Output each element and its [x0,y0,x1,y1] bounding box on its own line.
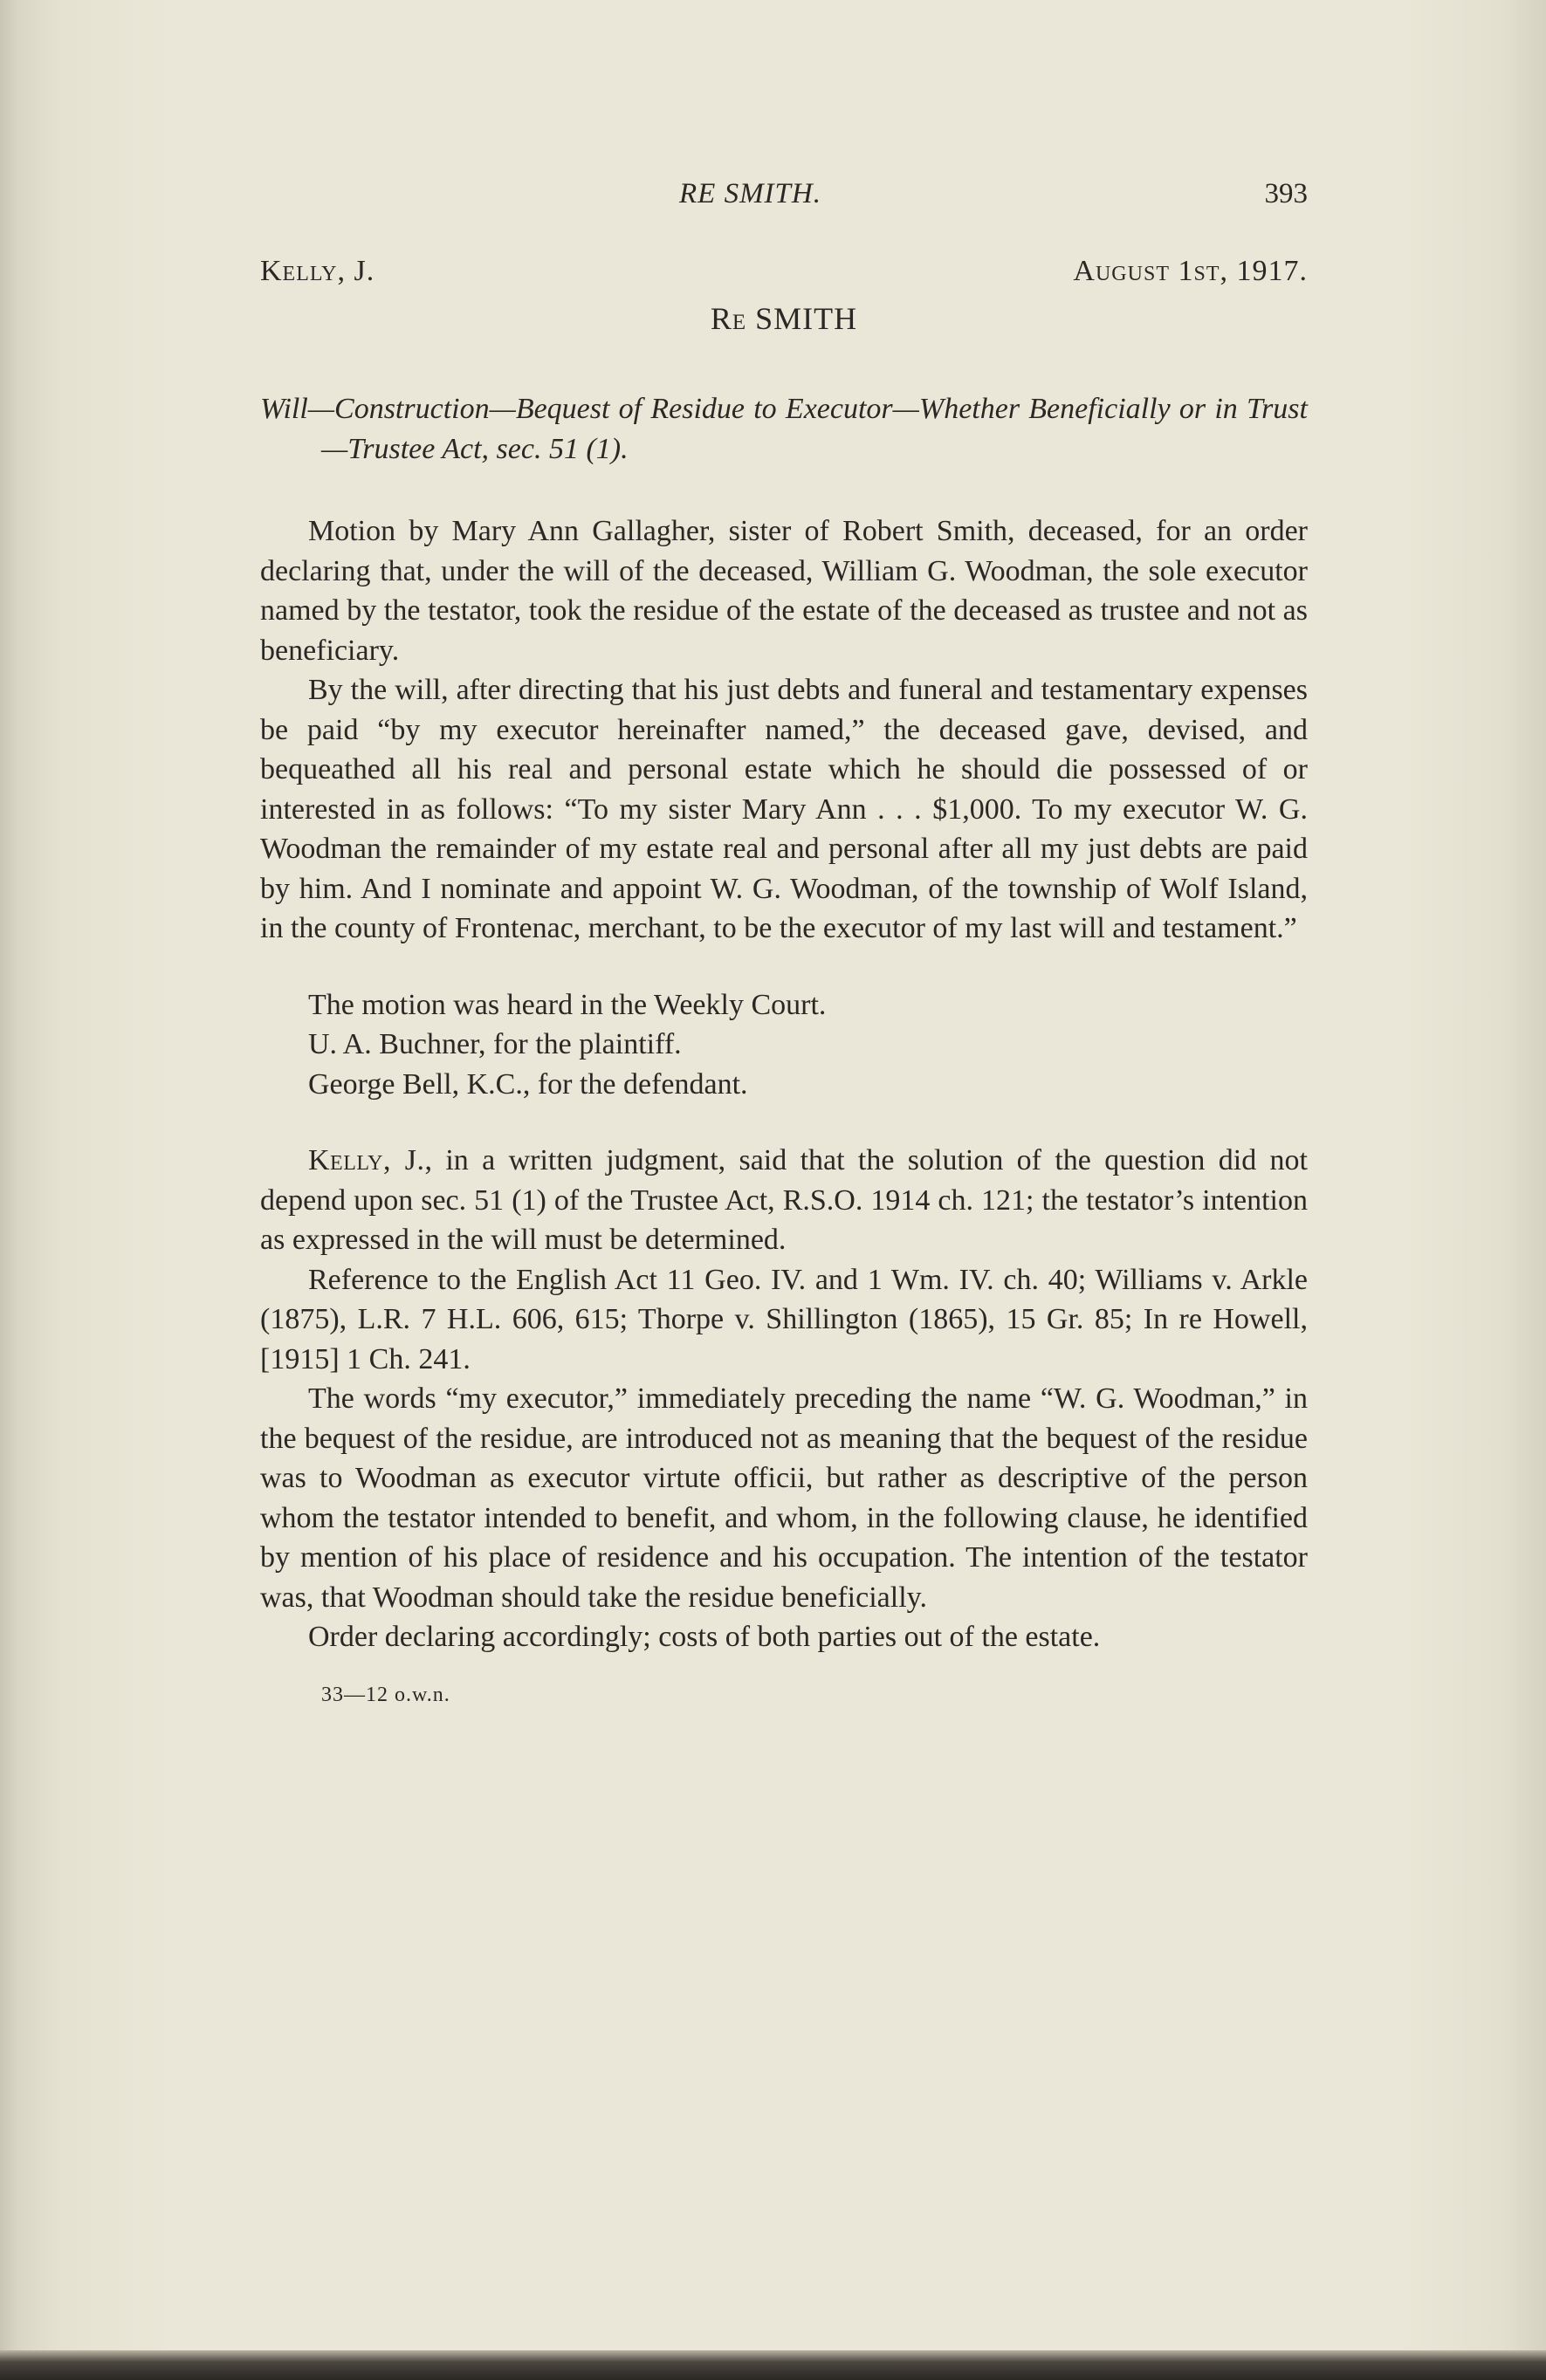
hearing-line: The motion was heard in the Weekly Court. [308,988,827,1021]
headnote: Will—Construction—Bequest of Residue to Executor—Whether Beneficially or in Trust—Trustee Act, sec. 51 (1). [260,393,1308,465]
paragraph-order: Order declaring accordingly; costs of both parties out of the estate. [308,1621,1101,1653]
judgment-text: , in a written judgment, said that the solution of the question did not depend upon sec. 51 (1) of the Trustee Act, R.S.O. 1914 ch. 121; the testator’s intention as expressed in the will must be determined. [260,1144,1308,1256]
page-number: 393 [1264,178,1308,209]
paragraph-reasoning: The words “my executor,” immediately preceding the name “W. G. Woodman,” in the bequest of the residue, are introduced not as meaning that the bequest of the residue was to Woodman as executor virtute officii, but rather as descriptive of the person whom the testator intended to benefit, and whom, in the following clause, he identified by mention of his place of residence and his occupation. The intention of the testator was, that Woodman should take the residue beneficially. [260,1382,1308,1614]
text-block [260,166,1308,1707]
judge-date-line [260,255,1308,298]
running-title: RE SMITH. [679,178,821,209]
judgment-date: August 1st, 1917. [1073,255,1308,287]
case-title: Re SMITH [710,301,858,336]
page-bottom-edge [0,2350,1546,2380]
paragraph-references: Reference to the English Act 11 Geo. IV. and 1 Wm. IV. ch. 40; Williams v. Arkle (1875), L.R. 7 H.L. 606, 615; Thorpe v. Shillington (1865), 15 Gr. 85; In re Howell, [1915] 1 Ch. 241. [260,1263,1308,1375]
paragraph-judgment [260,1141,1308,1260]
counsel-defendant: George Bell, K.C., for the defendant. [308,1067,748,1101]
paragraph-motion: Motion by Mary Ann Gallagher, sister of Robert Smith, deceased, for an order declaring that, under the will of the deceased, William G. Woodman, the sole executor named by the testator, took the residue of the estate of the deceased as trustee and not as beneficiary. [260,515,1308,667]
counsel-plaintiff: U. A. Buchner, for the plaintiff. [308,1028,682,1060]
judge-name: Kelly, J. [260,255,375,287]
signature-mark: 33—12 o.w.n. [321,1683,450,1706]
judgment-judge-name: Kelly, J. [308,1144,425,1176]
spacer [260,949,1308,985]
paragraph-will: By the will, after directing that his just debts and funeral and testamentary expenses be paid “by my executor hereinafter named,” the deceased gave, devised, and bequeathed all his real and personal estate which he should die possessed of or interested in as follows: “To my sister Mary Ann . . . $1,000. To my executor W. G. Woodman the remainder of my estate real and personal after all my just debts are paid by him. And I nominate and appoint W. G. Woodman, of the township of Wolf Island, in the county of Frontenac, merchant, to be the executor of my last will and testament.” [260,674,1308,944]
spacer [260,1104,1308,1141]
running-head [260,166,1308,218]
